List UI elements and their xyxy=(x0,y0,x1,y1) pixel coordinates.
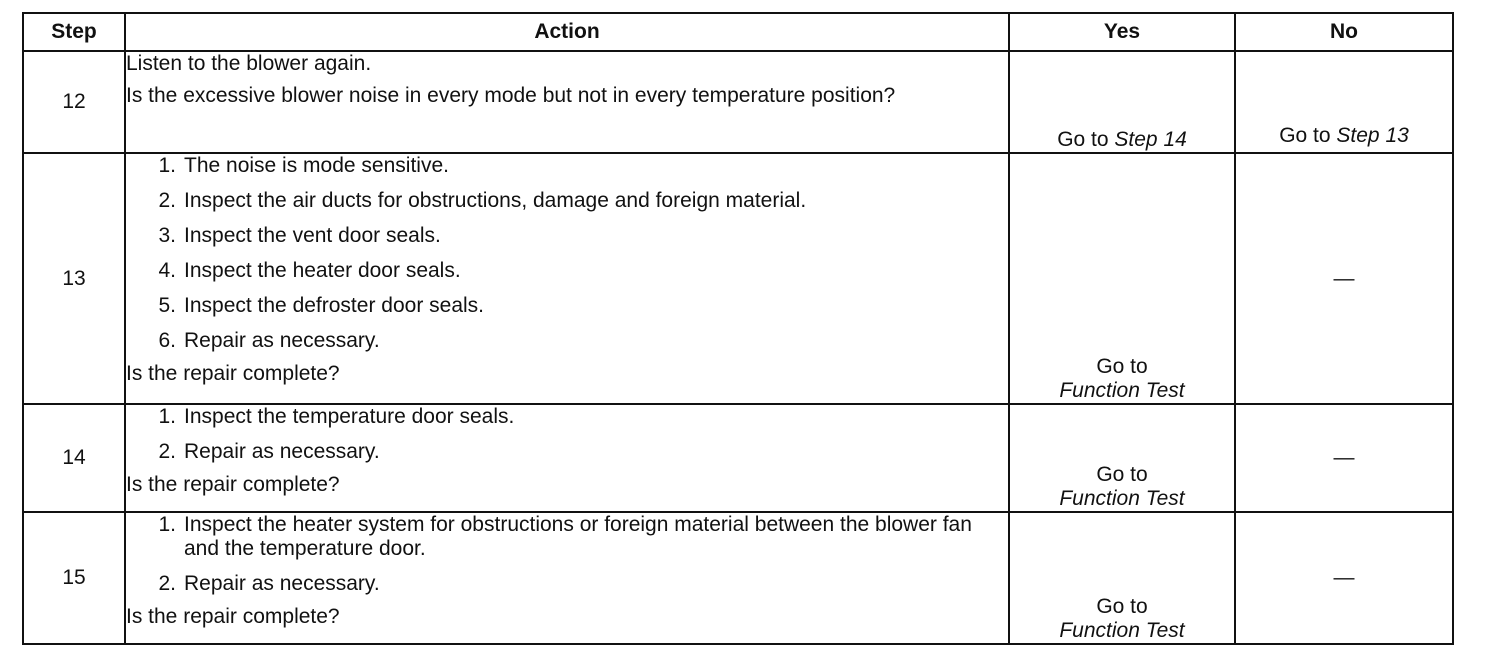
item-number: 4. xyxy=(158,259,176,282)
header-step: Step xyxy=(23,13,125,51)
step-number: 15 xyxy=(23,512,125,644)
item-number: 6. xyxy=(158,329,176,352)
item-text: Repair as necessary. xyxy=(184,329,380,352)
item-text: Inspect the air ducts for obstructions, damage and foreign material. xyxy=(184,189,807,212)
action-cell xyxy=(125,404,1009,512)
yes-cell xyxy=(1009,404,1235,512)
item-text: Inspect the heater system for obstructions or foreign material between the blower fan and the temperature door. xyxy=(184,513,972,560)
yes-prefix: Go to xyxy=(1096,355,1148,378)
yes-prefix: Go to xyxy=(1096,463,1148,486)
item-text: Inspect the heater door seals. xyxy=(184,259,461,282)
item-number: 1. xyxy=(158,405,176,428)
list-item xyxy=(126,154,1008,178)
item-text: The noise is mode sensitive. xyxy=(184,154,449,177)
action-question: Is the repair complete? xyxy=(126,473,340,496)
yes-prefix: Go to xyxy=(1096,595,1148,618)
list-item xyxy=(126,224,1008,248)
item-text: Repair as necessary. xyxy=(184,572,380,595)
no-cell xyxy=(1235,51,1453,153)
yes-link-function-test[interactable]: Function Test xyxy=(1059,619,1185,642)
yes-link-function-test[interactable]: Function Test xyxy=(1059,379,1185,402)
yes-cell xyxy=(1009,51,1235,153)
item-text: Repair as necessary. xyxy=(184,440,380,463)
no-prefix: Go to xyxy=(1279,124,1331,147)
item-text: Inspect the vent door seals. xyxy=(184,224,441,247)
item-text: Inspect the temperature door seals. xyxy=(184,405,515,428)
yes-link-step-14[interactable]: Step 14 xyxy=(1114,128,1187,151)
item-number: 3. xyxy=(158,224,176,247)
header-row xyxy=(23,13,1453,51)
diagnostic-table xyxy=(22,12,1454,645)
item-number: 5. xyxy=(158,294,176,317)
action-question: Is the excessive blower noise in every mode but not in every temperature position? xyxy=(126,84,896,107)
item-number: 1. xyxy=(158,154,176,177)
action-list xyxy=(126,513,1008,596)
step-number: 14 xyxy=(23,404,125,512)
action-cell xyxy=(125,512,1009,644)
table-row-step-14 xyxy=(23,404,1453,512)
item-text: Inspect the defroster door seals. xyxy=(184,294,484,317)
yes-cell xyxy=(1009,153,1235,404)
header-yes: Yes xyxy=(1009,13,1235,51)
no-cell xyxy=(1235,404,1453,512)
action-text: Listen to the blower again. xyxy=(126,52,372,75)
list-item xyxy=(126,513,1008,561)
list-item xyxy=(126,572,1008,596)
action-cell xyxy=(125,51,1009,153)
list-item xyxy=(126,440,1008,464)
list-item xyxy=(126,294,1008,318)
item-number: 2. xyxy=(158,440,176,463)
yes-prefix: Go to xyxy=(1057,128,1109,151)
action-question: Is the repair complete? xyxy=(126,605,340,628)
yes-cell xyxy=(1009,512,1235,644)
action-list xyxy=(126,405,1008,464)
action-cell xyxy=(125,153,1009,404)
list-item xyxy=(126,405,1008,429)
table-row-step-13 xyxy=(23,153,1453,404)
yes-link-function-test[interactable]: Function Test xyxy=(1059,487,1185,510)
table-row-step-12 xyxy=(23,51,1453,153)
list-item xyxy=(126,329,1008,353)
action-question: Is the repair complete? xyxy=(126,362,340,385)
table-row-step-15 xyxy=(23,512,1453,644)
step-number: 12 xyxy=(23,51,125,153)
no-dash: — xyxy=(1333,446,1355,469)
action-list xyxy=(126,154,1008,353)
list-item xyxy=(126,259,1008,283)
step-number: 13 xyxy=(23,153,125,404)
no-cell xyxy=(1235,153,1453,404)
no-dash: — xyxy=(1333,566,1355,589)
no-link-step-13[interactable]: Step 13 xyxy=(1336,124,1409,147)
no-cell xyxy=(1235,512,1453,644)
list-item xyxy=(126,189,1008,213)
no-dash: — xyxy=(1333,266,1355,290)
header-no: No xyxy=(1235,13,1453,51)
item-number: 1. xyxy=(158,513,176,536)
header-action: Action xyxy=(125,13,1009,51)
item-number: 2. xyxy=(158,572,176,595)
item-number: 2. xyxy=(158,189,176,212)
